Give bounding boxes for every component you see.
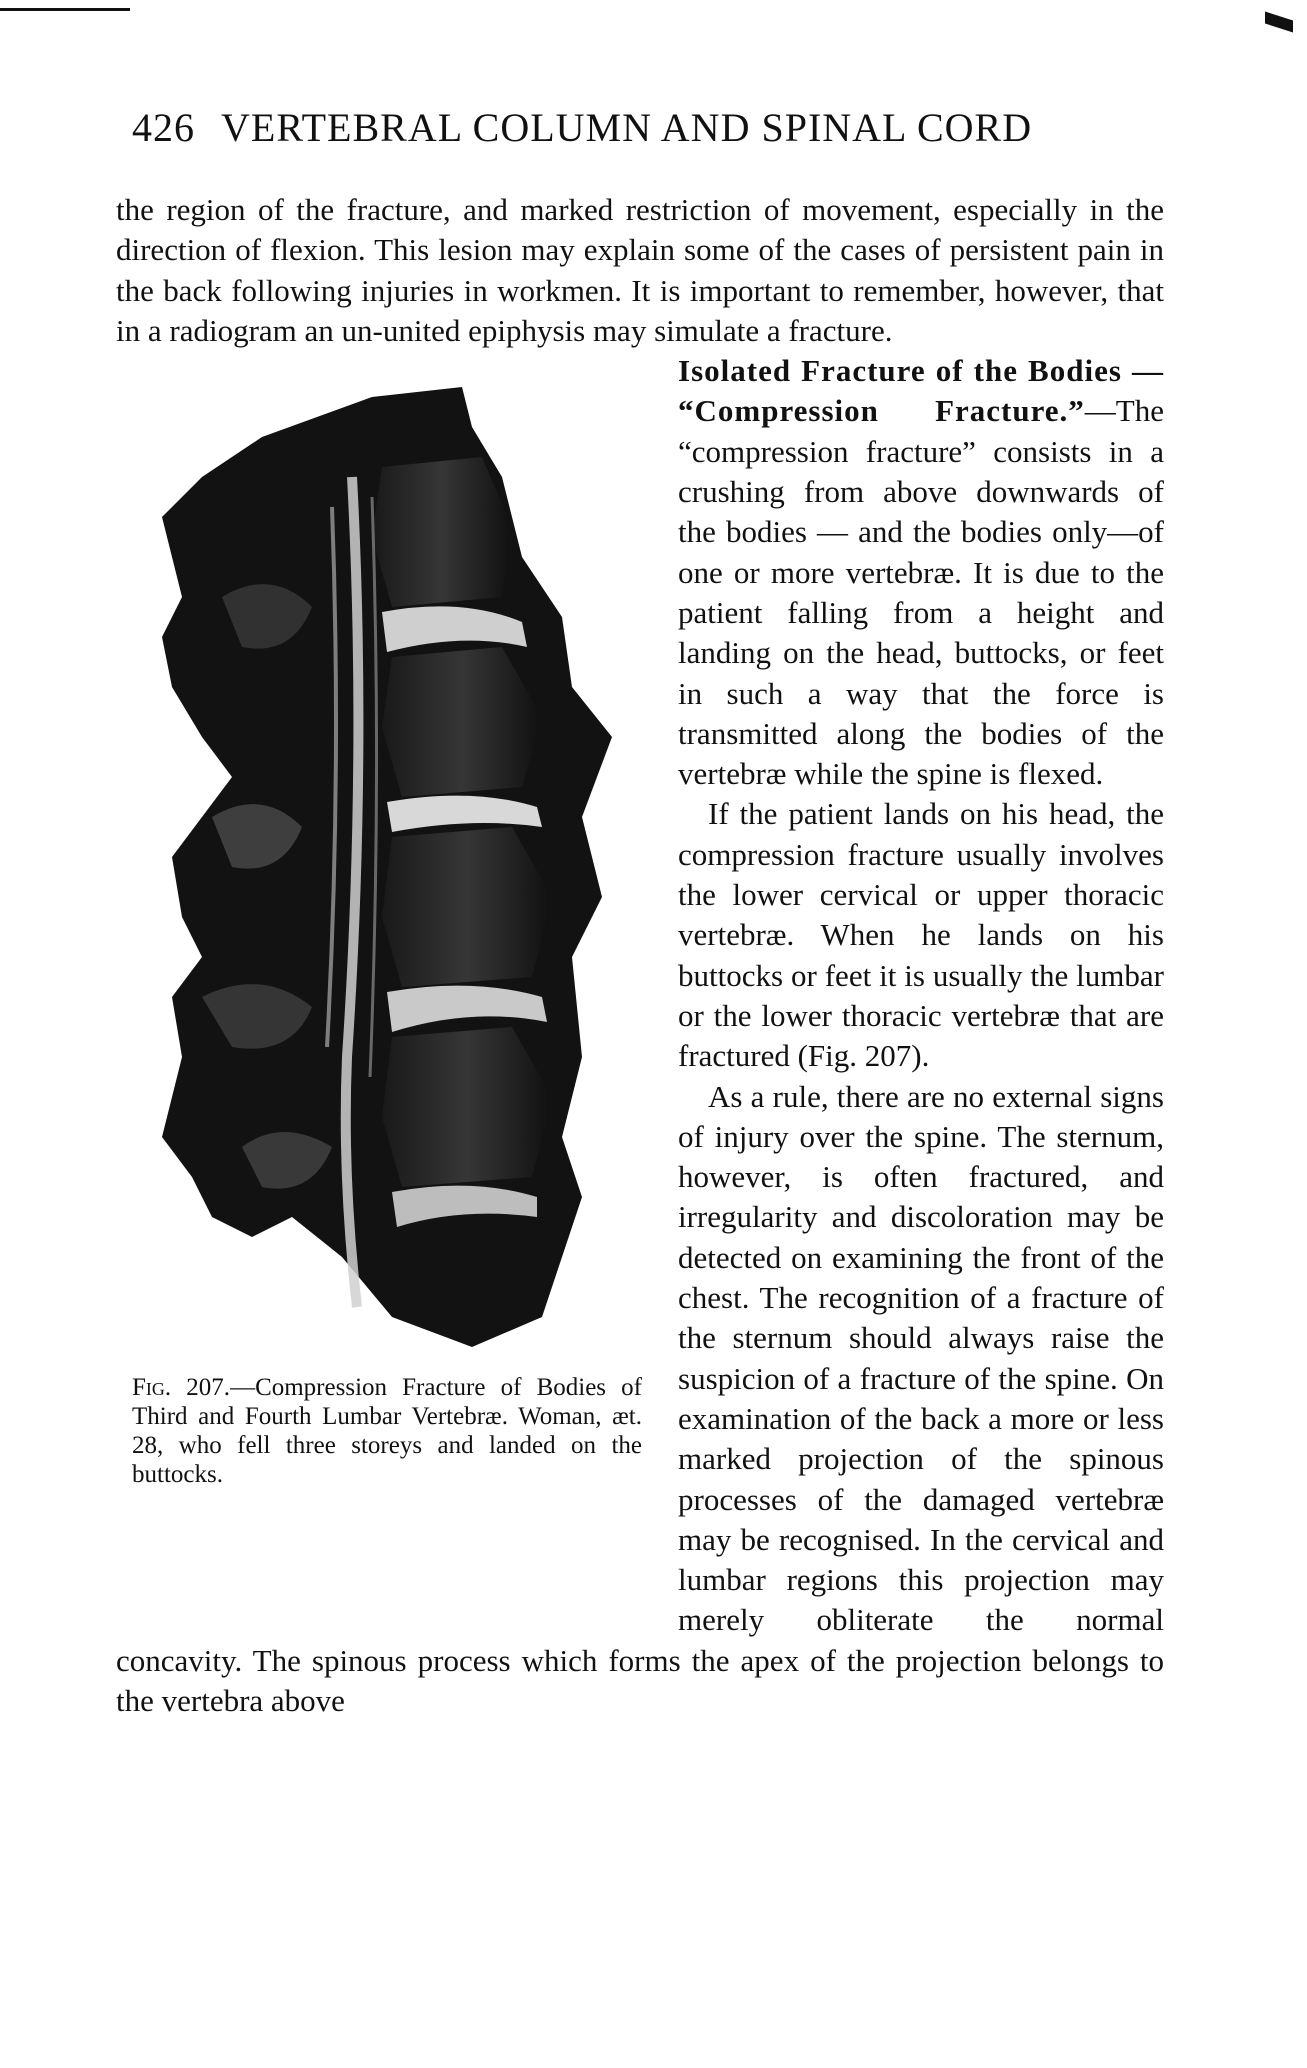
top-edge-mark	[0, 8, 130, 11]
figure-label: Fig. 207.	[132, 1374, 231, 1402]
section-paragraph-3: As a rule, there are no external signs of injury over the spine. The sternum, however, is often fractured, and irregularity and discoloration may be detected on examining the front of the chest. The recognition of a fracture of the sternum should always raise the suspicion of a fracture of the spine. On examination of the back a more or less marked projection of the spinous processes of the damaged vertebræ may be recognised. In the cervical and lumbar regions this projection may merely obliterate the normal concavity. The spinous process which forms the apex of the projection belongs to the vertebra above	[116, 1078, 1164, 1718]
section-paragraph-2: If the patient lands on his head, the compression fracture usually involves the lower cervical or upper thoracic vertebræ. When he lands on his buttocks or feet it is usually the lumbar or the lower thoracic vertebræ that are fractured (Fig. 207).	[678, 796, 1164, 1074]
figure-207	[112, 357, 642, 1602]
page-number: 426	[132, 105, 195, 150]
section-heading: Isolated Fracture of the Bodies — “Compression Fracture.”	[678, 353, 1164, 429]
figure-caption	[132, 1373, 642, 1489]
section-first-text: —The “compression fracture” consists in a crushing from above downwards of the bodies — and the bodies only—of one or more vertebræ. It is due to the patient falling from a height and landing on the head, buttocks, or feet in such a way that the force is transmitted along the bodies of the vertebræ while the spine is flexed.	[678, 393, 1164, 792]
vertebrae-photograph	[142, 357, 622, 1357]
corner-mark	[1265, 11, 1293, 32]
page-body	[116, 190, 1164, 1721]
running-head	[132, 104, 1162, 151]
figure-caption-text: —Compression Fracture of Bodies of Third and Fourth Lumbar Vertebræ. Woman, æt. 28, who fell three storeys and landed on the buttocks.	[132, 1374, 642, 1489]
intro-paragraph: the region of the fracture, and marked restriction of movement, especially in the direction of flexion. This lesion may explain some of the cases of persistent pain in the back following injuries in workmen. It is important to remember, however, that in a radiogram an un-united epiphysis may simulate a fracture.	[116, 192, 1164, 348]
running-title: VERTEBRAL COLUMN AND SPINAL CORD	[221, 105, 1033, 150]
vertebral-body-1	[372, 457, 512, 607]
